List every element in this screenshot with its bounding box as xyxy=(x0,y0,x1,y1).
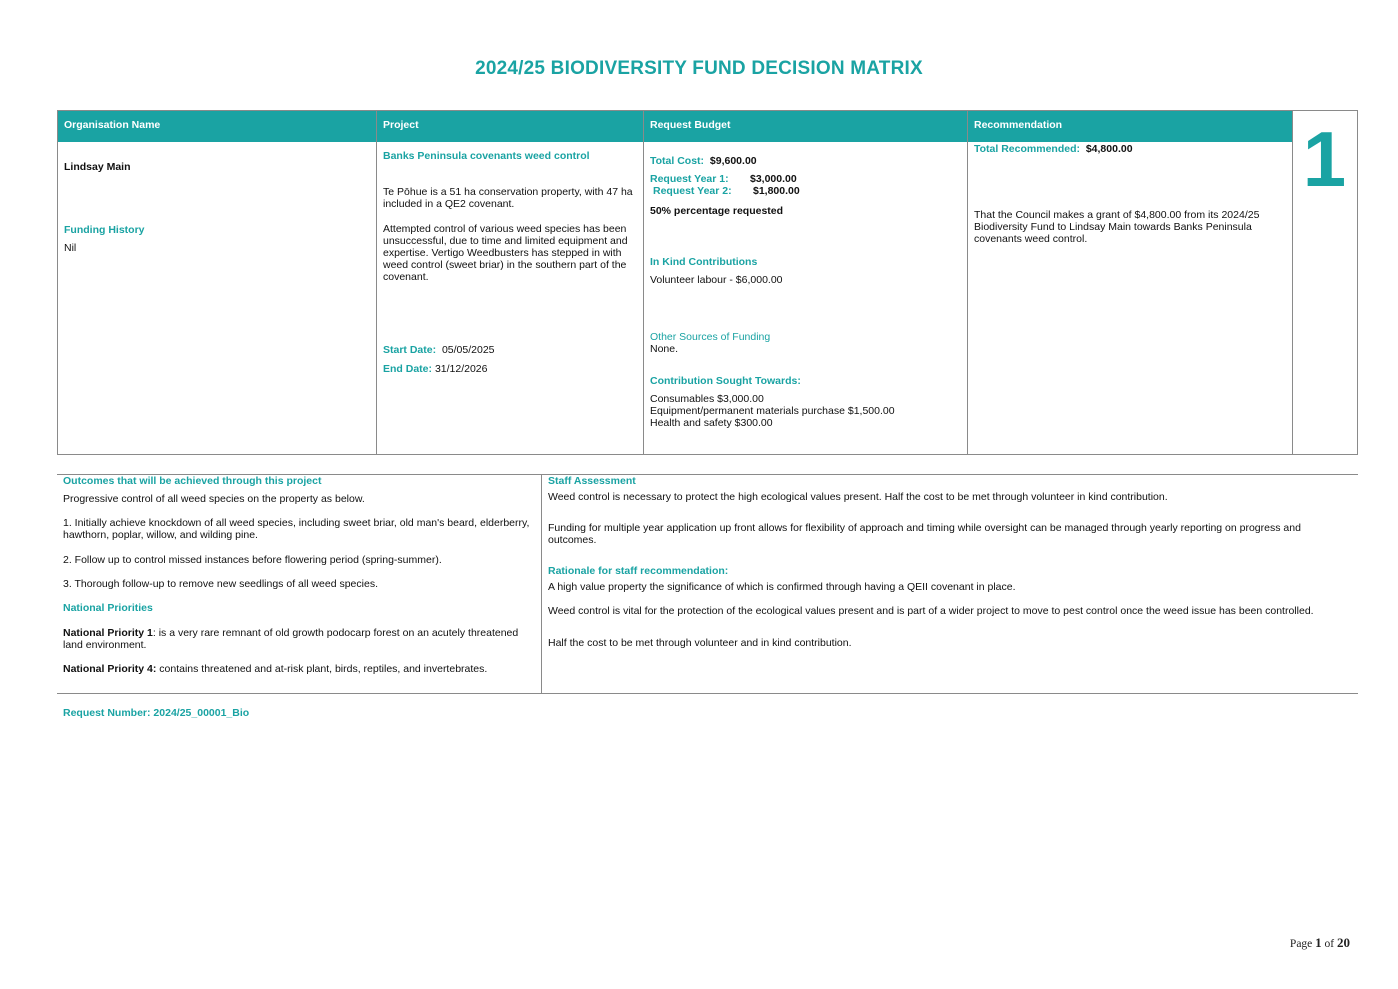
project-description-1: Te Pōhue is a 51 ha conservation property, with 47 ha included in a QE2 covenant. xyxy=(383,186,633,210)
percentage-requested: 50% percentage requested xyxy=(650,205,784,217)
document-title: 2024/25 BIODIVERSITY FUND DECISION MATRIX xyxy=(475,58,923,79)
page-current: 1 xyxy=(1315,935,1322,950)
end-date xyxy=(383,363,488,375)
list-item: Health and safety $300.00 xyxy=(650,417,773,429)
record-number: 1 xyxy=(1302,115,1347,203)
start-date-label: Start Date: xyxy=(383,344,437,356)
contribution-sought-label: Contribution Sought Towards: xyxy=(650,375,801,387)
end-date-label: End Date: xyxy=(383,363,433,375)
funding-history-value: Nil xyxy=(64,242,77,254)
rationale-p3: Half the cost to be met through volunteer and in kind contribution. xyxy=(548,637,852,649)
list-item: Equipment/permanent materials purchase $1,500.00 xyxy=(650,405,895,417)
total-cost xyxy=(650,155,757,167)
organisation-column xyxy=(58,111,376,454)
section-divider-vertical xyxy=(541,474,542,693)
in-kind-value: Volunteer labour - $6,000.00 xyxy=(650,274,783,286)
total-cost-value: $9,600.00 xyxy=(709,155,757,167)
rationale-p2: Weed control is vital for the protection of the ecological values present and is part of a wider project to move to pest control once the weed issue has been controlled. xyxy=(548,605,1314,617)
decision-matrix-table xyxy=(57,110,1358,455)
budget-column xyxy=(643,111,967,454)
staff-assessment-heading: Staff Assessment xyxy=(548,475,636,487)
national-priority-4 xyxy=(63,663,537,675)
page-of: of xyxy=(1324,938,1335,950)
start-date xyxy=(383,344,495,356)
recommendation-text: That the Council makes a grant of $4,800.00 from its 2024/25 Biodiversity Fund to Lindsay Main towards Banks Peninsula covenants weed control. xyxy=(974,209,1260,245)
funding-history-label: Funding History xyxy=(64,224,145,236)
recommendation-header: Recommendation xyxy=(968,111,1292,142)
outcome-item-3: 3. Thorough follow-up to remove new seedlings of all weed species. xyxy=(63,578,378,590)
outcomes-intro: Progressive control of all weed species on the property as below. xyxy=(63,493,365,505)
rationale-p1: A high value property the significance of which is confirmed through having a QEII covenant in place. xyxy=(548,581,1016,593)
other-funding-label: Other Sources of Funding xyxy=(650,331,771,343)
organisation-header: Organisation Name xyxy=(58,111,376,142)
project-header: Project xyxy=(377,111,643,142)
rationale-heading: Rationale for staff recommendation: xyxy=(548,565,729,577)
outcome-item-1: 1. Initially achieve knockdown of all weed species, including sweet briar, old man's beard, elderberry, hawthorn, poplar, willow, and wilding pine. xyxy=(63,517,530,541)
request-number: Request Number: 2024/25_00001_Bio xyxy=(63,707,250,719)
staff-assessment-p1: Weed control is necessary to protect the high ecological values present. Half the cost to be met through volunteer in kind contribution. xyxy=(548,491,1168,503)
section-divider-bottom xyxy=(57,693,1358,694)
budget-header: Request Budget xyxy=(644,111,967,142)
national-priority-1-text: : is a very rare remnant of old growth podocarp forest on an acutely threatened land environment. xyxy=(63,627,519,651)
other-funding-value: None. xyxy=(650,343,679,355)
national-priority-1-label: National Priority 1 xyxy=(63,627,153,639)
national-priority-4-text: contains threatened and at-risk plant, birds, reptiles, and invertebrates. xyxy=(156,663,488,675)
recommendation-column xyxy=(967,111,1292,454)
start-date-value: 05/05/2025 xyxy=(441,344,495,356)
page-word: Page xyxy=(1289,938,1313,950)
total-recommended-value: $4,800.00 xyxy=(1085,143,1133,155)
national-priority-4-label: National Priority 4: xyxy=(63,663,157,675)
total-recommended-label: Total Recommended: xyxy=(974,143,1080,155)
request-year1-label: Request Year 1: xyxy=(650,173,729,185)
list-item: Consumables $3,000.00 xyxy=(650,393,764,405)
outcome-item-2: 2. Follow up to control missed instances before flowering period (spring-summer). xyxy=(63,554,442,566)
total-recommended xyxy=(974,143,1133,155)
project-title: Banks Peninsula covenants weed control xyxy=(383,150,590,162)
contribution-sought-list xyxy=(650,393,895,429)
staff-assessment-p2: Funding for multiple year application up front allows for flexibility of approach and timing while oversight can be managed through yearly reporting on progress and outcomes. xyxy=(548,522,1301,546)
in-kind-label: In Kind Contributions xyxy=(650,256,758,268)
request-year2-value: $1,800.00 xyxy=(753,185,800,197)
end-date-value: 31/12/2026 xyxy=(434,363,488,375)
outcomes-heading: Outcomes that will be achieved through this project xyxy=(63,475,322,487)
project-description-2: Attempted control of various weed species has been unsuccessful, due to time and limited equipment and expertise. Vertigo Weedbusters has stepped in with weed control (sweet briar) in the southern part of the covenant. xyxy=(383,223,628,283)
request-year2-label: Request Year 2: xyxy=(653,185,732,197)
organisation-name: Lindsay Main xyxy=(64,161,131,173)
total-cost-label: Total Cost: xyxy=(650,155,705,167)
national-priorities-heading: National Priorities xyxy=(63,602,153,614)
page-total: 20 xyxy=(1337,935,1350,950)
page-number xyxy=(1290,935,1350,951)
request-year1-value: $3,000.00 xyxy=(750,173,797,185)
national-priority-1 xyxy=(63,627,537,651)
project-column xyxy=(376,111,643,454)
